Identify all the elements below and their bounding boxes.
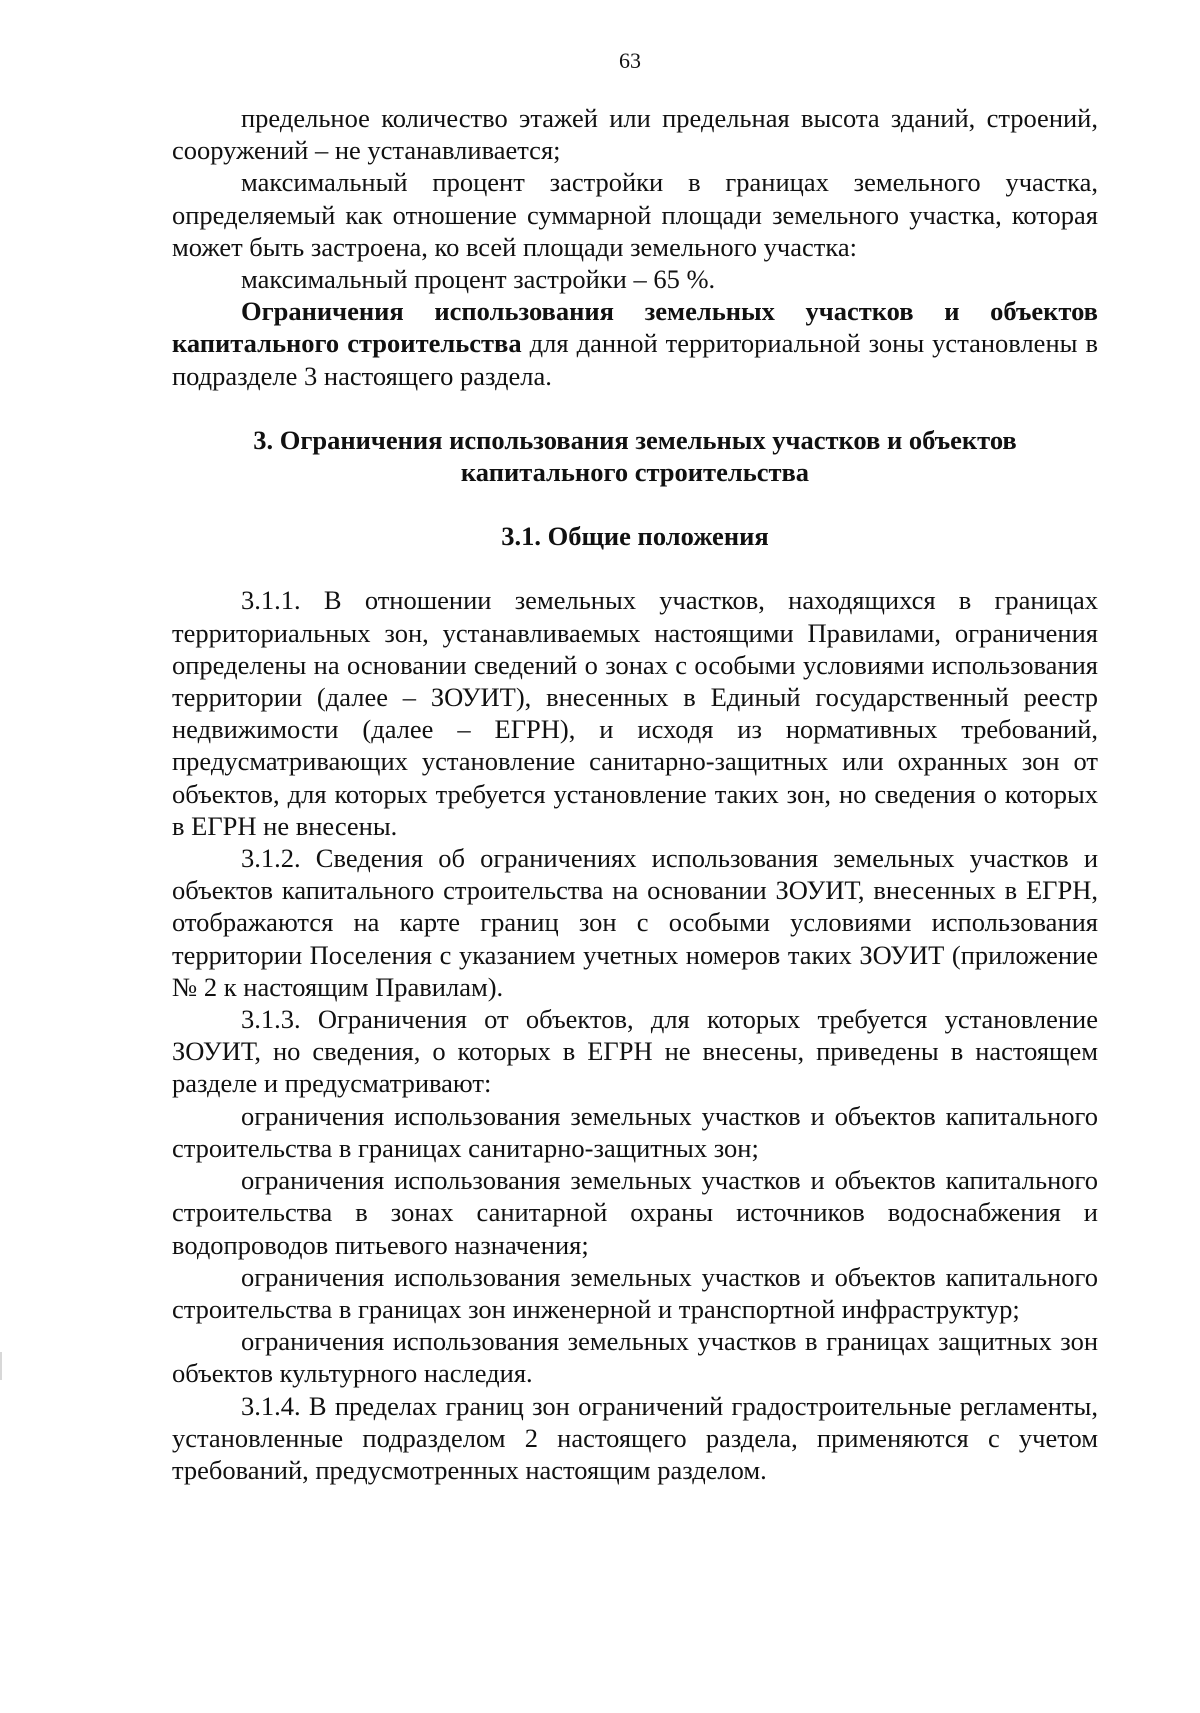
document-body bbox=[172, 102, 1098, 1486]
list-item-sanitary-zones: ограничения использования земельных участков и объектов капитального строительства в границах санитарно-защитных зон; bbox=[172, 1100, 1098, 1163]
subsection-heading: 3.1. Общие положения bbox=[501, 521, 769, 552]
paragraph-3-1-2: 3.1.2. Сведения об ограничениях использования земельных участков и объектов капитального строительства на основании ЗОУИТ, внесенных в ЕГРН, отображаются на карте границ зон с особыми условиями использования территории Поселения с указанием учетных номеров таких ЗОУИТ (приложение № 2 к настоящим Правилам). bbox=[172, 843, 1098, 1002]
section-heading: 3. Ограничения использования земельных участков и объектов капитального строительства bbox=[253, 424, 1017, 488]
paragraph-restriction-note bbox=[172, 295, 1098, 392]
paragraph-3-1-3: 3.1.3. Ограничения от объектов, для которых требуется установление ЗОУИТ, но сведения, о которых в ЕГРН не внесены, приведены в настоящем разделе и предусматривают: bbox=[172, 1004, 1098, 1099]
paragraph-3-1-1: 3.1.1. В отношении земельных участков, находящихся в границах территориальных зон, устанавливаемых настоящими Правилами, ограничения определены на основании сведений о зонах с особыми условиями использования территории (далее – ЗОУИТ), внесенных в Единый государственный реестр недвижимости (далее – ЕГРН), и исходя из нормативных требований, предусматривающих установление санитарно-защитных или охранных зон от объектов, для которых требуется установление таких зон, но сведения о которых в ЕГРН не внесены. bbox=[172, 585, 1098, 841]
list-item-water-protection: ограничения использования земельных участков и объектов капитального строительства в зонах санитарной охраны источников водоснабжения и водопроводов питьевого назначения; bbox=[172, 1165, 1098, 1260]
paragraph-max-floors: предельное количество этажей или предельная высота зданий, строений, сооружений – не устанавливается; bbox=[172, 103, 1098, 166]
restriction-note-rest: для данной территориальной зоны установлены в подразделе 3 настоящего раздела. bbox=[172, 328, 1098, 391]
paragraph-3-1-4: 3.1.4. В пределах границ зон ограничений градостроительные регламенты, установленные подразделом 2 настоящего раздела, применяются с учетом требований, предусмотренных настоящим разделом. bbox=[172, 1390, 1098, 1485]
scan-edge-mark bbox=[0, 1352, 2, 1380]
paragraph-build-percent-value: максимальный процент застройки – 65 %. bbox=[241, 264, 716, 295]
list-item-heritage-zones: ограничения использования земельных участков в границах защитных зон объектов культурного наследия. bbox=[172, 1326, 1098, 1389]
page-number: 63 bbox=[619, 48, 641, 73]
restriction-note-bold: Ограничения использования земельных участков и объектов капитального строительства bbox=[172, 296, 1098, 359]
paragraph-build-percent-definition: максимальный процент застройки в границах земельного участка, определяемый как отношение суммарной площади земельного участка, которая может быть застроена, ко всей площади земельного участка: bbox=[172, 167, 1098, 262]
list-item-infrastructure-zones: ограничения использования земельных участков и объектов капитального строительства в границах зон инженерной и транспортной инфраструктур; bbox=[172, 1261, 1098, 1324]
